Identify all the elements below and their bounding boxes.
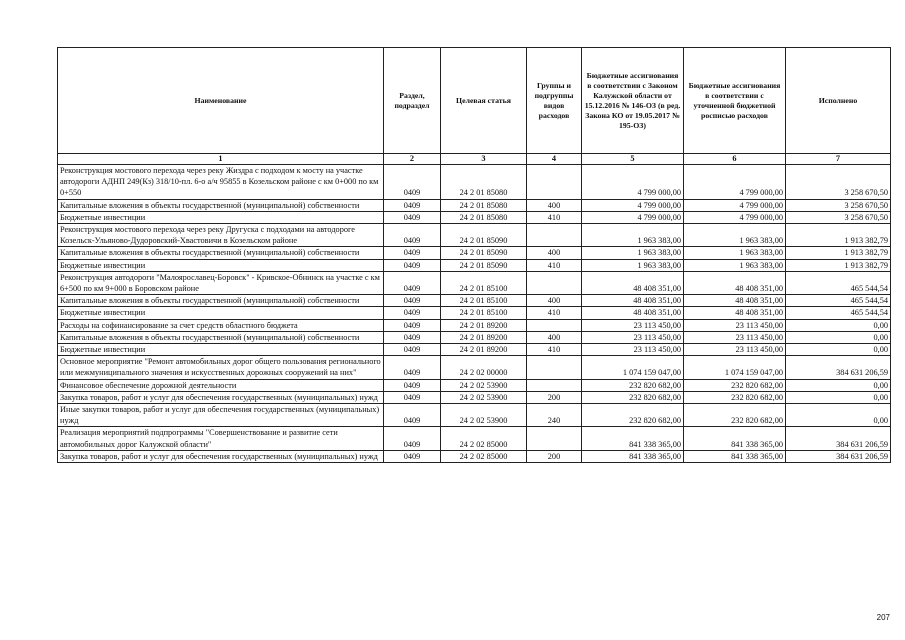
row-roster-allocation: 232 820 682,00 <box>684 379 786 391</box>
row-name: Бюджетные инвестиции <box>58 211 384 223</box>
row-law-allocation: 232 820 682,00 <box>582 404 684 427</box>
row-expense-group <box>527 356 582 379</box>
row-section: 0409 <box>384 319 441 331</box>
table-row <box>58 450 891 462</box>
row-roster-allocation: 1 963 383,00 <box>684 259 786 271</box>
table-row <box>58 404 891 427</box>
row-name: Капитальные вложения в объекты государственной (муниципальной) собственности <box>58 199 384 211</box>
row-roster-allocation: 48 408 351,00 <box>684 307 786 319</box>
row-law-allocation: 1 963 383,00 <box>582 259 684 271</box>
row-target-article: 24 2 02 53900 <box>441 391 527 403</box>
row-expense-group: 400 <box>527 331 582 343</box>
row-target-article: 24 2 01 85100 <box>441 307 527 319</box>
row-law-allocation: 48 408 351,00 <box>582 271 684 294</box>
row-name: Закупка товаров, работ и услуг для обеспечения государственных (муниципальных) нужд <box>58 450 384 462</box>
row-executed: 1 913 382,79 <box>786 259 891 271</box>
row-roster-allocation: 1 963 383,00 <box>684 224 786 247</box>
row-target-article: 24 2 01 85080 <box>441 199 527 211</box>
row-law-allocation: 4 799 000,00 <box>582 211 684 223</box>
table-row <box>58 211 891 223</box>
header-section: Раздел, подраздел <box>384 48 441 154</box>
row-target-article: 24 2 01 89200 <box>441 344 527 356</box>
row-target-article: 24 2 01 85090 <box>441 247 527 259</box>
column-number: 5 <box>582 154 684 165</box>
row-target-article: 24 2 02 85000 <box>441 450 527 462</box>
column-number: 3 <box>441 154 527 165</box>
row-target-article: 24 2 02 53900 <box>441 404 527 427</box>
row-name: Основное мероприятие "Ремонт автомобильных дорог общего пользования регионального или межмуниципального значения и искусственных дорожных сооружений на них" <box>58 356 384 379</box>
row-executed: 0,00 <box>786 344 891 356</box>
row-section: 0409 <box>384 211 441 223</box>
row-section: 0409 <box>384 331 441 343</box>
row-name: Реконструкция мостового перехода через реку Жиздра с подходом к мосту на участке автодороги АДНП 249(Кз) 318/10-пл. 6-о а/ч 95855 в Козельском районе с км 0+000 по км 0+550 <box>58 165 384 200</box>
row-name: Реализация мероприятий подпрограммы "Совершенствование и развитие сети автомобильных дорог Калужской области" <box>58 427 384 450</box>
row-name: Расходы на софинансирование за счет средств областного бюджета <box>58 319 384 331</box>
header-law-allocations: Бюджетные ассигнования в соответствии с Законом Калужской области от 15.12.2016 № 146-ОЗ (в ред. Закона КО от 19.05.2017 № 195-ОЗ) <box>582 48 684 154</box>
table-row <box>58 427 891 450</box>
row-law-allocation: 1 963 383,00 <box>582 247 684 259</box>
row-executed: 3 258 670,50 <box>786 211 891 223</box>
row-name: Капитальные вложения в объекты государственной (муниципальной) собственности <box>58 295 384 307</box>
table-row <box>58 331 891 343</box>
row-executed: 0,00 <box>786 404 891 427</box>
row-name: Иные закупки товаров, работ и услуг для обеспечения государственных (муниципальных) нужд <box>58 404 384 427</box>
row-roster-allocation: 23 113 450,00 <box>684 319 786 331</box>
row-target-article: 24 2 02 00000 <box>441 356 527 379</box>
row-roster-allocation: 841 338 365,00 <box>684 450 786 462</box>
row-executed: 3 258 670,50 <box>786 199 891 211</box>
row-roster-allocation: 1 074 159 047,00 <box>684 356 786 379</box>
table-body <box>58 165 891 463</box>
row-law-allocation: 23 113 450,00 <box>582 331 684 343</box>
row-roster-allocation: 4 799 000,00 <box>684 211 786 223</box>
row-executed: 1 913 382,79 <box>786 224 891 247</box>
row-target-article: 24 2 01 85100 <box>441 295 527 307</box>
row-expense-group: 400 <box>527 247 582 259</box>
row-target-article: 24 2 01 85090 <box>441 224 527 247</box>
row-executed: 0,00 <box>786 319 891 331</box>
header-target-article: Целевая статья <box>441 48 527 154</box>
header-expense-group: Группы и подгруппы видов расходов <box>527 48 582 154</box>
row-executed: 0,00 <box>786 379 891 391</box>
row-name: Реконструкция автодороги "Малоярославец-Боровск" - Кривское-Обнинск на участке с км 6+500 по км 9+000 в Боровском районе <box>58 271 384 294</box>
row-roster-allocation: 48 408 351,00 <box>684 295 786 307</box>
row-expense-group <box>527 319 582 331</box>
table-row <box>58 356 891 379</box>
row-executed: 384 631 206,59 <box>786 450 891 462</box>
row-section: 0409 <box>384 271 441 294</box>
column-number-row <box>58 154 891 165</box>
table-row <box>58 319 891 331</box>
row-executed: 0,00 <box>786 331 891 343</box>
row-roster-allocation: 23 113 450,00 <box>684 344 786 356</box>
row-section: 0409 <box>384 379 441 391</box>
row-target-article: 24 2 01 85090 <box>441 259 527 271</box>
row-law-allocation: 4 799 000,00 <box>582 165 684 200</box>
row-law-allocation: 23 113 450,00 <box>582 319 684 331</box>
table-row <box>58 224 891 247</box>
table-row <box>58 391 891 403</box>
row-name: Финансовое обеспечение дорожной деятельности <box>58 379 384 391</box>
budget-execution-table <box>57 47 891 463</box>
row-section: 0409 <box>384 356 441 379</box>
row-expense-group: 200 <box>527 391 582 403</box>
row-executed: 1 913 382,79 <box>786 247 891 259</box>
row-law-allocation: 232 820 682,00 <box>582 391 684 403</box>
row-roster-allocation: 232 820 682,00 <box>684 404 786 427</box>
table-row <box>58 271 891 294</box>
row-target-article: 24 2 01 85080 <box>441 165 527 200</box>
row-target-article: 24 2 02 85000 <box>441 427 527 450</box>
row-section: 0409 <box>384 391 441 403</box>
row-law-allocation: 841 338 365,00 <box>582 450 684 462</box>
row-section: 0409 <box>384 404 441 427</box>
table-row <box>58 295 891 307</box>
row-executed: 465 544,54 <box>786 271 891 294</box>
row-name: Капитальные вложения в объекты государственной (муниципальной) собственности <box>58 331 384 343</box>
row-target-article: 24 2 01 89200 <box>441 319 527 331</box>
row-executed: 0,00 <box>786 391 891 403</box>
row-roster-allocation: 841 338 365,00 <box>684 427 786 450</box>
row-name: Бюджетные инвестиции <box>58 259 384 271</box>
row-executed: 384 631 206,59 <box>786 427 891 450</box>
row-expense-group: 200 <box>527 450 582 462</box>
row-section: 0409 <box>384 344 441 356</box>
page-number: 207 <box>876 613 890 622</box>
row-expense-group: 410 <box>527 211 582 223</box>
row-roster-allocation: 4 799 000,00 <box>684 199 786 211</box>
row-law-allocation: 1 963 383,00 <box>582 224 684 247</box>
row-expense-group: 410 <box>527 344 582 356</box>
row-roster-allocation: 4 799 000,00 <box>684 165 786 200</box>
header-executed: Исполнено <box>786 48 891 154</box>
table-row <box>58 199 891 211</box>
header-name: Наименование <box>58 48 384 154</box>
column-number: 1 <box>58 154 384 165</box>
row-expense-group: 410 <box>527 307 582 319</box>
row-law-allocation: 1 074 159 047,00 <box>582 356 684 379</box>
table-row <box>58 379 891 391</box>
row-name: Бюджетные инвестиции <box>58 344 384 356</box>
row-name: Капитальные вложения в объекты государственной (муниципальной) собственности <box>58 247 384 259</box>
row-target-article: 24 2 02 53900 <box>441 379 527 391</box>
row-target-article: 24 2 01 85080 <box>441 211 527 223</box>
row-expense-group: 410 <box>527 259 582 271</box>
row-law-allocation: 841 338 365,00 <box>582 427 684 450</box>
row-executed: 3 258 670,50 <box>786 165 891 200</box>
header-row <box>58 48 891 154</box>
row-law-allocation: 4 799 000,00 <box>582 199 684 211</box>
table-row <box>58 259 891 271</box>
row-executed: 465 544,54 <box>786 295 891 307</box>
row-section: 0409 <box>384 427 441 450</box>
row-section: 0409 <box>384 224 441 247</box>
row-expense-group: 240 <box>527 404 582 427</box>
column-number: 7 <box>786 154 891 165</box>
row-expense-group <box>527 379 582 391</box>
row-section: 0409 <box>384 450 441 462</box>
row-law-allocation: 48 408 351,00 <box>582 307 684 319</box>
row-name: Закупка товаров, работ и услуг для обеспечения государственных (муниципальных) нужд <box>58 391 384 403</box>
row-expense-group <box>527 224 582 247</box>
table-row <box>58 247 891 259</box>
row-law-allocation: 48 408 351,00 <box>582 295 684 307</box>
row-roster-allocation: 232 820 682,00 <box>684 391 786 403</box>
column-number: 2 <box>384 154 441 165</box>
row-expense-group <box>527 427 582 450</box>
row-law-allocation: 23 113 450,00 <box>582 344 684 356</box>
row-section: 0409 <box>384 199 441 211</box>
table-row <box>58 165 891 200</box>
row-section: 0409 <box>384 295 441 307</box>
row-roster-allocation: 48 408 351,00 <box>684 271 786 294</box>
table-row <box>58 344 891 356</box>
row-name: Реконструкция мостового перехода через реку Другуска с подходами на автодороге Козельск-Ульяново-Дудоровский-Хвастовичи в Козельском районе <box>58 224 384 247</box>
row-section: 0409 <box>384 247 441 259</box>
row-expense-group: 400 <box>527 295 582 307</box>
row-section: 0409 <box>384 307 441 319</box>
row-target-article: 24 2 01 85100 <box>441 271 527 294</box>
row-target-article: 24 2 01 89200 <box>441 331 527 343</box>
row-expense-group: 400 <box>527 199 582 211</box>
row-expense-group <box>527 271 582 294</box>
row-executed: 465 544,54 <box>786 307 891 319</box>
row-law-allocation: 232 820 682,00 <box>582 379 684 391</box>
row-section: 0409 <box>384 165 441 200</box>
row-expense-group <box>527 165 582 200</box>
row-name: Бюджетные инвестиции <box>58 307 384 319</box>
row-executed: 384 631 206,59 <box>786 356 891 379</box>
table-row <box>58 307 891 319</box>
row-section: 0409 <box>384 259 441 271</box>
column-number: 4 <box>527 154 582 165</box>
header-roster-allocations: Бюджетные ассигнования в соответствии с уточненной бюджетной росписью расходов <box>684 48 786 154</box>
column-number: 6 <box>684 154 786 165</box>
row-roster-allocation: 1 963 383,00 <box>684 247 786 259</box>
row-roster-allocation: 23 113 450,00 <box>684 331 786 343</box>
